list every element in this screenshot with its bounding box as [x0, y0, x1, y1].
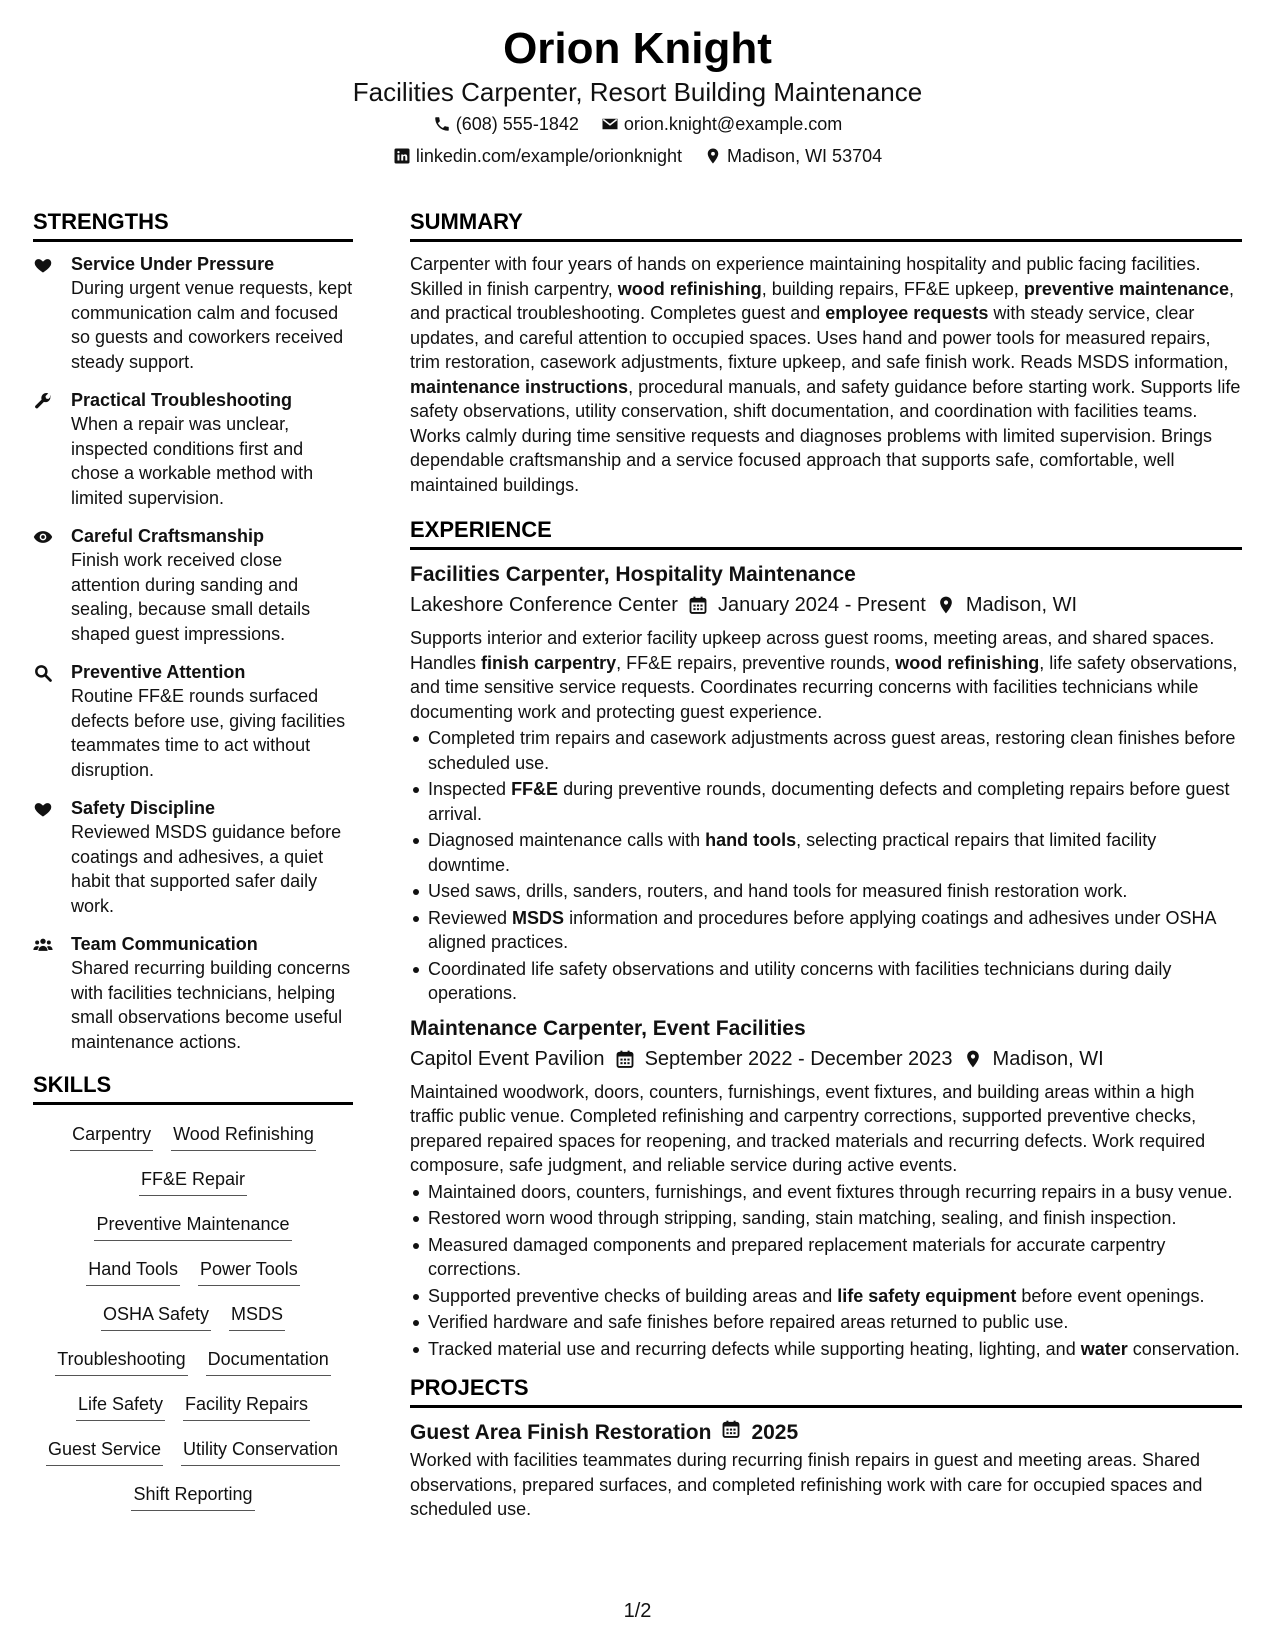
- skill-tag: Preventive Maintenance: [94, 1211, 291, 1241]
- strengths-list: [33, 252, 353, 1054]
- skills-heading: SKILLS: [33, 1068, 353, 1105]
- candidate-name: Orion Knight: [503, 24, 772, 73]
- strength-description: Finish work received close attention during sanding and sealing, because small details shaped guest impressions.: [71, 550, 311, 644]
- skill-row: [33, 1301, 353, 1346]
- eye-icon: [33, 527, 53, 547]
- skill-tag: Shift Reporting: [131, 1481, 254, 1511]
- email-text: orion.knight@example.com: [623, 114, 843, 134]
- job-bullet: Diagnosed maintenance calls with hand tools, selecting practical repairs that limited facility downtime.: [410, 828, 1242, 877]
- wrench-icon: [33, 391, 53, 411]
- strength-name: Safety Discipline: [71, 798, 216, 818]
- job-dates: September 2022 - December 2023: [644, 1047, 953, 1070]
- skill-row: [33, 1121, 353, 1166]
- job-dates: January 2024 - Present: [717, 594, 926, 616]
- right-column: [410, 205, 1242, 1522]
- calendar-icon: [721, 1419, 741, 1439]
- project-title: Guest Area Finish Restoration: [410, 1421, 712, 1444]
- page-number: 1/2: [623, 1600, 652, 1622]
- skill-tag: Troubleshooting: [55, 1346, 187, 1376]
- job-description: Maintained woodwork, doors, counters, furnishings, event fixtures, and building areas within a high traffic public venue. Completed refinishing and carpentry corrections, supported preventive checks, prepared repaired spaces for reopening, and tracked materials and recurring defects. Work required composure, safe judgment, and reliable service during active events.: [410, 1081, 1206, 1175]
- project-title-row: [410, 1418, 1242, 1448]
- strength-description: During urgent venue requests, kept communication calm and focused so guests and coworkers received steady support.: [71, 278, 353, 372]
- linkedin-contact[interactable]: [393, 140, 682, 172]
- strength-description: Reviewed MSDS guidance before coatings and adhesives, a quiet habit that supported safer daily work.: [71, 822, 342, 916]
- job-bullet: Maintained doors, counters, furnishings, and event fixtures through recurring repairs in a busy venue.: [410, 1180, 1242, 1205]
- linkedin-text: linkedin.com/example/orionknight: [415, 146, 683, 166]
- projects-heading: PROJECTS: [410, 1371, 1242, 1408]
- job-bullet: Coordinated life safety observations and utility concerns with facilities technicians during daily operations.: [410, 957, 1242, 1006]
- location-text: Madison, WI 53704: [727, 146, 883, 166]
- company-name: Capitol Event Pavilion: [410, 1047, 605, 1070]
- skill-tag: Life Safety: [76, 1391, 165, 1421]
- summary-paragraph: Carpenter with four years of hands on experience maintaining hospitality and public facing facilities. Skilled in finish carpentry, wood refinishing, building repairs, FF&E upkeep, preventive maintenance, and practical troubleshooting. Completes guest and employee requests with steady service, clear updates, and careful attention to occupied spaces. Uses hand and power tools for measured repairs, trim restoration, casework adjustments, fixture upkeep, and safe finish work. Reads MSDS information, maintenance instructions, procedural manuals, and safety guidance before starting work. Supports life safety observations, utility conservation, shift documentation, and coordination with facilities teams. Works calmly during time sensitive requests and diagnoses problems with limited supervision. Brings dependable craftsmanship and a service focused approach that supports safe, comfortable, well maintained buildings.: [410, 254, 1241, 495]
- projects-list: [410, 1418, 1242, 1522]
- candidate-title: Facilities Carpenter, Resort Building Maintenance: [352, 77, 923, 107]
- strength-name: Team Communication: [71, 934, 258, 954]
- job-description: Supports interior and exterior facility upkeep across guest rooms, meeting areas, and shared spaces. Handles finish carpentry, FF&E repairs, preventive rounds, wood refinishing, life safety observations, and time sensitive service requests. Coordinates recurring concerns with facilities technicians while documenting work and protecting guest experience.: [410, 628, 1238, 722]
- strength-name: Preventive Attention: [71, 662, 246, 682]
- linkedin-icon: [393, 147, 411, 165]
- job-entry: [410, 560, 1242, 1006]
- skill-tag: Utility Conservation: [181, 1436, 340, 1466]
- calendar-icon: [688, 595, 708, 615]
- strength-description: Routine FF&E rounds surfaced defects before use, giving facilities teammates time to act without disruption.: [71, 686, 346, 780]
- strength-name: Careful Craftsmanship: [71, 526, 265, 546]
- summary-heading: SUMMARY: [410, 205, 1242, 242]
- strength-item: [33, 796, 353, 918]
- job-bullet: Verified hardware and safe finishes before repaired areas returned to public use.: [410, 1310, 1242, 1335]
- heart-icon: [33, 255, 53, 275]
- company-name: Lakeshore Conference Center: [410, 594, 678, 616]
- calendar-icon: [615, 1049, 635, 1069]
- skill-tag: Power Tools: [198, 1256, 300, 1286]
- job-location: Madison, WI: [992, 1047, 1104, 1070]
- skill-row: [33, 1211, 353, 1256]
- job-location: Madison, WI: [965, 594, 1078, 616]
- job-bullet: Tracked material use and recurring defects while supporting heating, lighting, and water conservation.: [410, 1337, 1242, 1362]
- search-icon: [33, 663, 53, 683]
- strength-name: Practical Troubleshooting: [71, 390, 293, 410]
- skill-tag: OSHA Safety: [101, 1301, 211, 1331]
- phone-contact[interactable]: [433, 108, 579, 140]
- job-bullet: Inspected FF&E during preventive rounds, documenting defects and completing repairs before guest arrival.: [410, 777, 1242, 826]
- strength-description: When a repair was unclear, inspected conditions first and chose a workable method with limited supervision.: [71, 414, 314, 508]
- strength-item: [33, 524, 353, 646]
- phone-icon: [433, 115, 451, 133]
- skill-row: [33, 1391, 353, 1436]
- strength-item: [33, 932, 353, 1054]
- experience-heading: EXPERIENCE: [410, 513, 1242, 550]
- left-column: [33, 205, 353, 1526]
- users-icon: [33, 935, 53, 955]
- skill-row: [33, 1481, 353, 1526]
- map-pin-icon: [963, 1049, 983, 1069]
- skill-tag: Hand Tools: [86, 1256, 180, 1286]
- project-year: 2025: [751, 1421, 799, 1444]
- envelope-icon: [601, 115, 619, 133]
- contact-row-2: [0, 140, 1275, 172]
- skill-tag: Facility Repairs: [183, 1391, 310, 1421]
- job-title: Maintenance Carpenter, Event Facilities: [410, 1016, 806, 1040]
- skill-tag: MSDS: [229, 1301, 285, 1331]
- skill-tag: Wood Refinishing: [171, 1121, 316, 1151]
- resume-header: [0, 22, 1275, 172]
- job-meta: [410, 1044, 1242, 1074]
- job-bullet: Measured damaged components and prepared replacement materials for accurate carpentry corrections.: [410, 1233, 1242, 1282]
- job-bullets: [410, 726, 1242, 1006]
- project-entry: [410, 1418, 1242, 1522]
- skills-list: [33, 1121, 353, 1526]
- job-meta: [410, 590, 1242, 620]
- skill-tag: Carpentry: [70, 1121, 153, 1151]
- map-pin-icon: [936, 595, 956, 615]
- map-pin-icon: [704, 147, 722, 165]
- strength-description: Shared recurring building concerns with facilities technicians, helping small observations become useful maintenance actions.: [71, 958, 351, 1052]
- project-description: Worked with facilities teammates during recurring finish repairs in guest and meeting areas. Shared observations, prepared surfaces, and completed refinishing work with care for occupied spaces and scheduled use.: [410, 1450, 1203, 1519]
- job-bullet: Reviewed MSDS information and procedures before applying coatings and adhesives under OSHA aligned practices.: [410, 906, 1242, 955]
- strength-item: [33, 252, 353, 374]
- contact-row-1: [0, 108, 1275, 140]
- skill-row: [33, 1346, 353, 1391]
- job-bullets: [410, 1180, 1242, 1362]
- phone-text: (608) 555-1842: [455, 114, 579, 134]
- strength-name: Service Under Pressure: [71, 254, 275, 274]
- skill-row: [33, 1436, 353, 1481]
- job-entry: [410, 1014, 1242, 1362]
- job-bullet: Used saws, drills, sanders, routers, and hand tools for measured finish restoration work.: [410, 879, 1242, 904]
- email-contact[interactable]: [601, 108, 842, 140]
- location-contact: [704, 140, 882, 172]
- skill-tag: Documentation: [206, 1346, 331, 1376]
- job-bullet: Restored worn wood through stripping, sanding, stain matching, sealing, and finish inspection.: [410, 1206, 1242, 1231]
- job-bullet: Completed trim repairs and casework adjustments across guest areas, restoring clean finishes before scheduled use.: [410, 726, 1242, 775]
- strength-item: [33, 660, 353, 782]
- strengths-heading: STRENGTHS: [33, 205, 353, 242]
- skill-row: [33, 1166, 353, 1211]
- job-bullet: Supported preventive checks of building areas and life safety equipment before event openings.: [410, 1284, 1242, 1309]
- jobs-list: [410, 560, 1242, 1361]
- skill-tag: Guest Service: [46, 1436, 163, 1466]
- skill-tag: FF&E Repair: [139, 1166, 247, 1196]
- job-title: Facilities Carpenter, Hospitality Maintenance: [410, 563, 856, 586]
- strength-item: [33, 388, 353, 510]
- skill-row: [33, 1256, 353, 1301]
- heart-icon: [33, 799, 53, 819]
